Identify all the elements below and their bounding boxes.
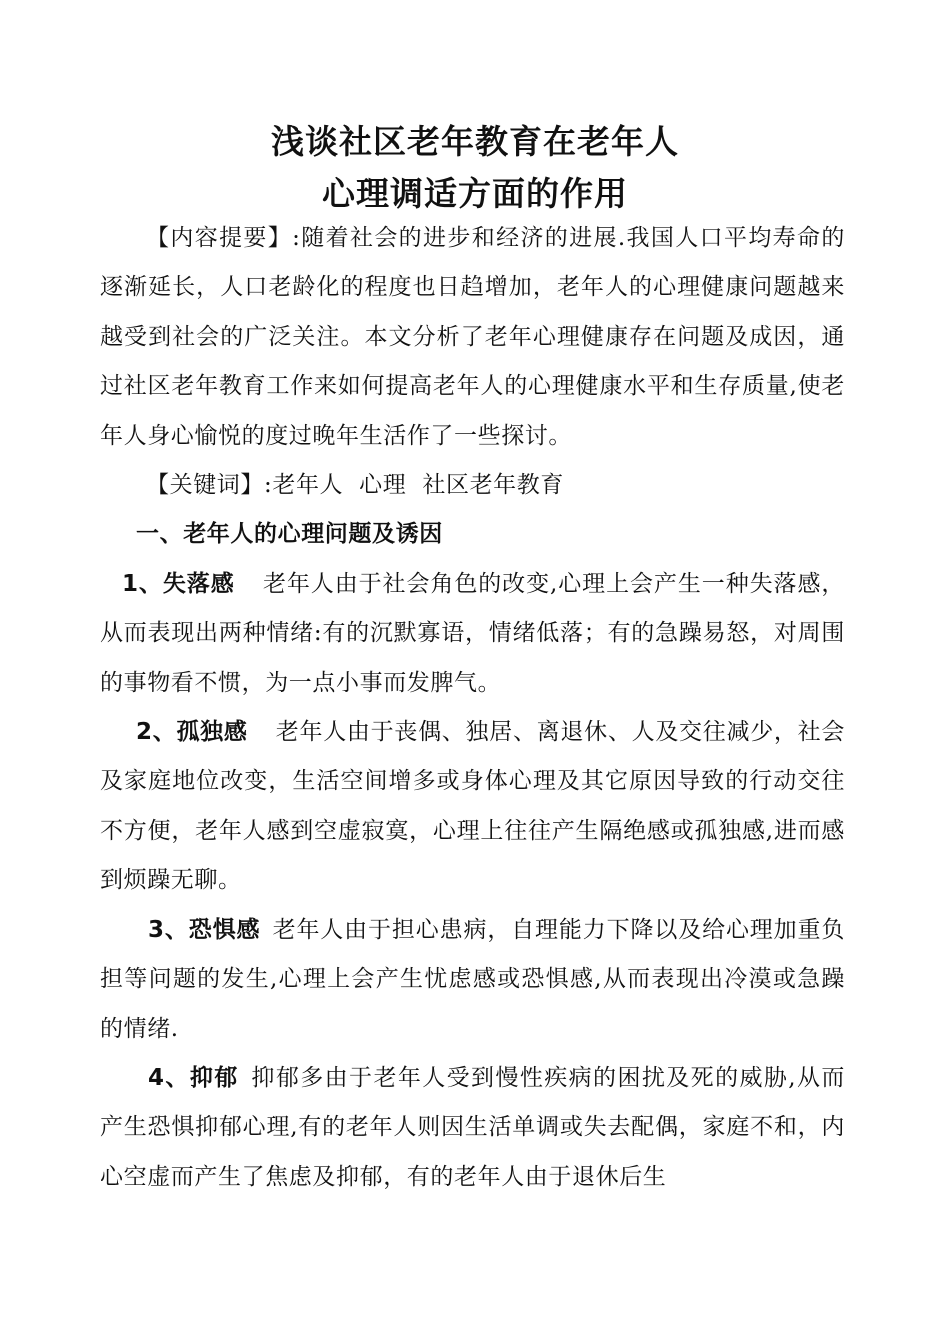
- document-title-line-1: 浅谈社区老年教育在老年人: [271, 122, 679, 161]
- document-body: [100, 214, 845, 1202]
- keywords-paragraph: [100, 461, 845, 510]
- item-number: 3、: [148, 916, 189, 943]
- item-text: 老年人由于社会角色的改变,心理上会产生一种失落感，从而表现出两种情绪:有的沉默寡语，情绪低落；有的急躁易怒，对周围的事物看不惯，为一点小事而发脾气。: [100, 570, 845, 696]
- item-term: 失落感: [162, 570, 235, 597]
- document-title-line-2: 心理调适方面的作用: [322, 174, 628, 213]
- item-text: 老年人由于丧偶、独居、离退休、人及交往减少，社会及家庭地位改变，生活空间增多或身体心理及其它原因导致的行动交往不方便，老年人感到空虚寂寞，心理上往往产生隔绝感或孤独感,进而感到烦躁无聊。: [100, 719, 845, 894]
- item-term: 恐惧感: [188, 916, 261, 943]
- item-number: 2、: [136, 719, 177, 746]
- keyword-item: 心理: [359, 472, 407, 499]
- section-item-2: [100, 708, 845, 906]
- section-heading: 一、老年人的心理问题及诱因: [136, 521, 443, 548]
- section-item-3: [100, 906, 845, 1054]
- item-term: 孤独感: [176, 719, 248, 746]
- section-item-1: [100, 560, 845, 708]
- keywords-label: 【关键词】: [146, 472, 264, 499]
- keyword-item: 社区老年教育: [422, 472, 564, 499]
- item-term: 抑郁: [189, 1064, 239, 1091]
- item-number: 4、: [148, 1064, 190, 1091]
- item-text: 老年人由于担心患病，自理能力下降以及给心理加重负担等问题的发生,心理上会产生忧虑感或恐惧感,从而表现出冷漠或急躁的情绪.: [100, 916, 845, 1042]
- item-number: 1、: [122, 570, 163, 597]
- abstract-label: 【内容提要】: [146, 225, 293, 251]
- keywords-separator: :: [264, 472, 273, 499]
- abstract-text: :随着社会的进步和经济的进展.我国人口平均寿命的逐渐延长，人口老龄化的程度也日趋增加，老年人的心理健康问题越来越受到社会的广泛关注。本文分析了老年心理健康存在问题及成因，通过社区老年教育工作来如何提高老年人的心理健康水平和生存质量,使老年人身心愉悦的度过晚年生活作了一些探讨。: [100, 225, 845, 449]
- keyword-item: 老年人: [272, 472, 344, 499]
- section-item-4: [100, 1054, 845, 1202]
- abstract-paragraph: [100, 214, 845, 461]
- item-text: 抑郁多由于老年人受到慢性疾病的困扰及死的威胁,从而产生恐惧抑郁心理,有的老年人则因生活单调或失去配偶，家庭不和，内心空虚而产生了焦虑及抑郁，有的老年人由于退休后生: [100, 1064, 845, 1190]
